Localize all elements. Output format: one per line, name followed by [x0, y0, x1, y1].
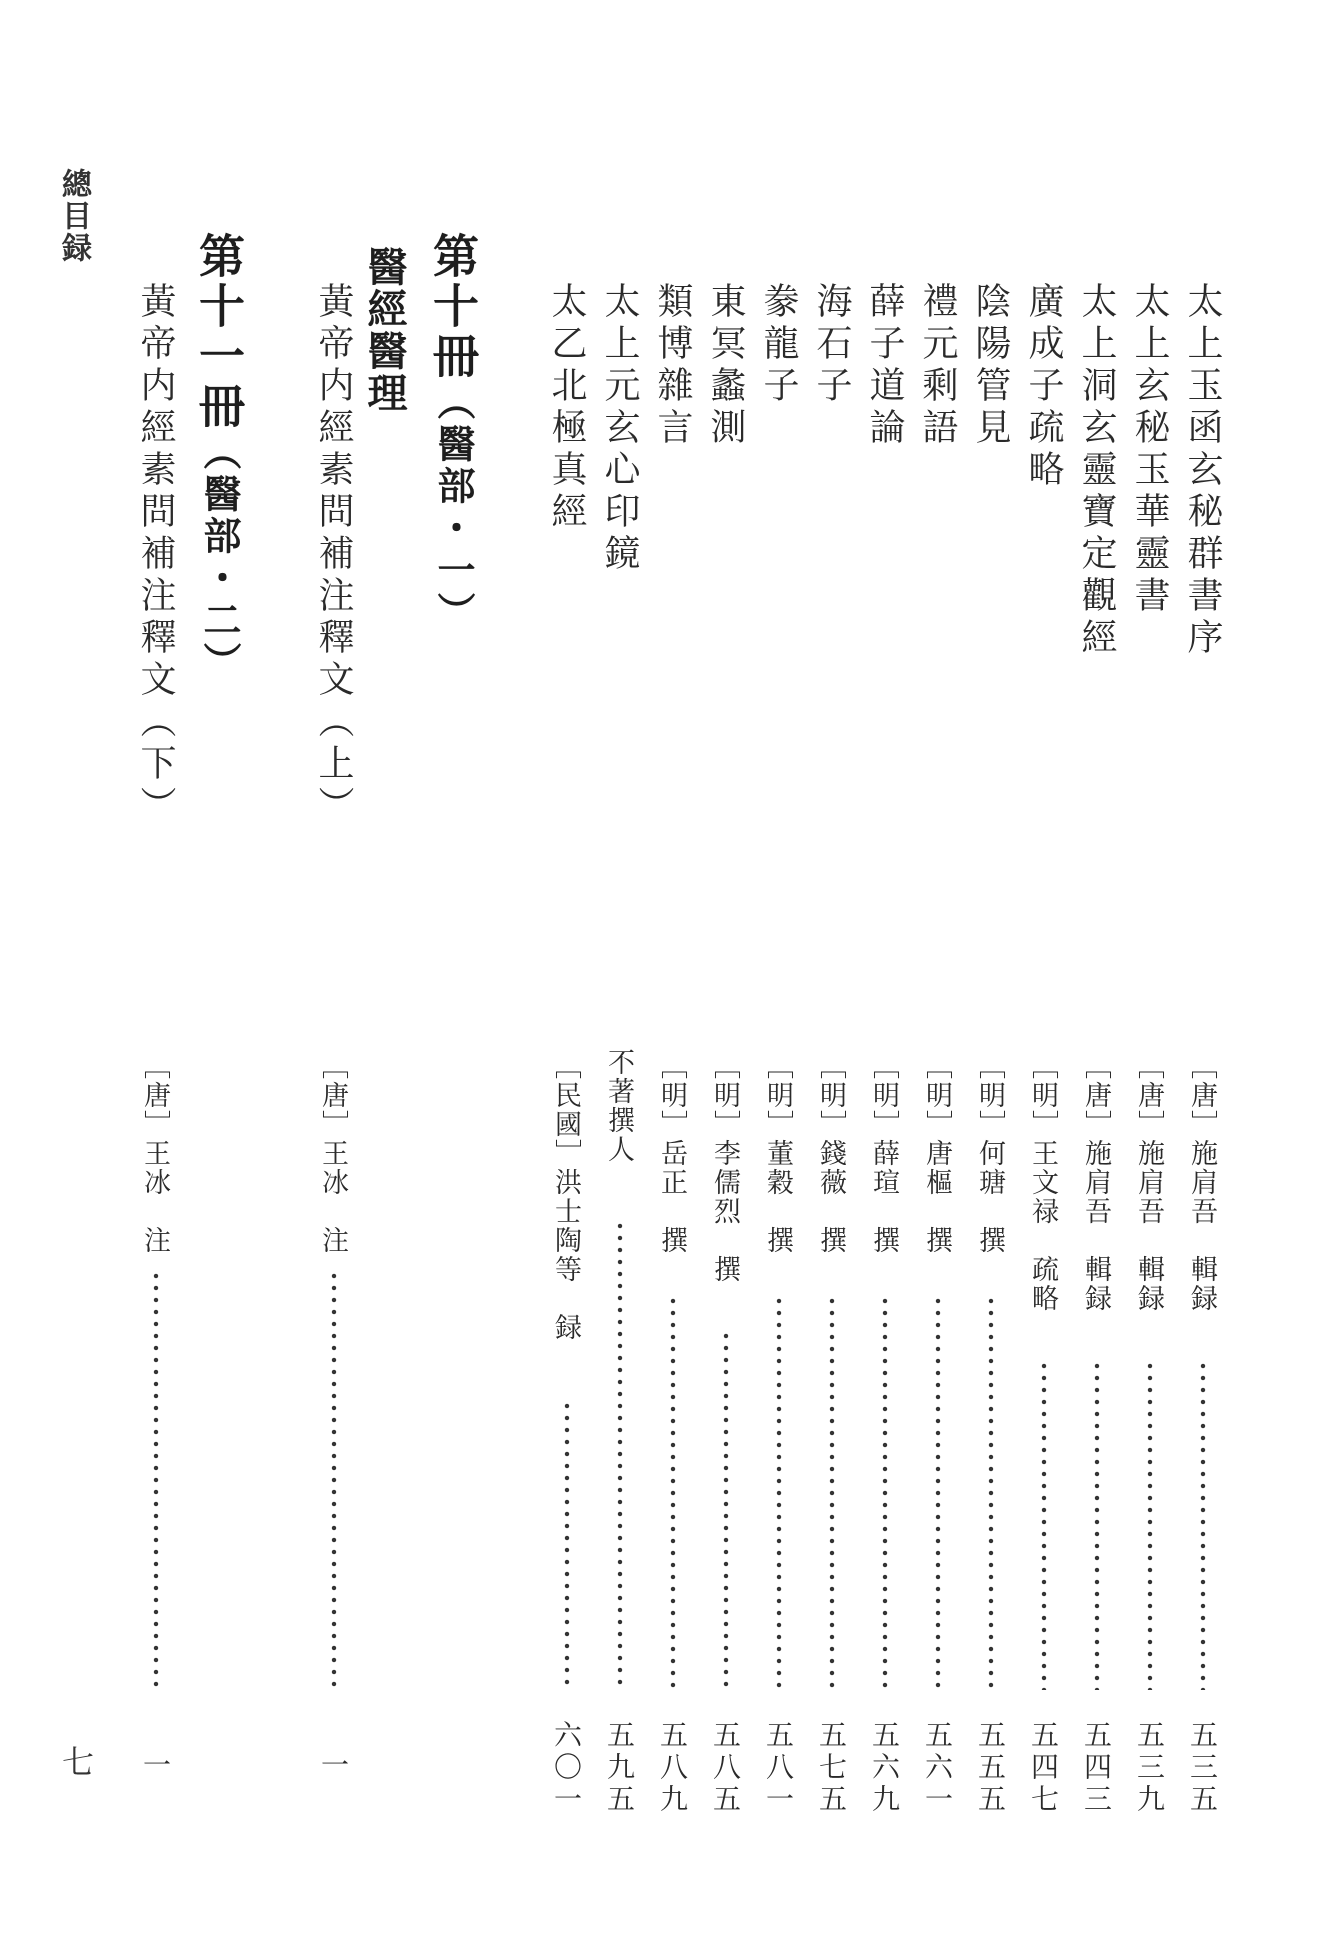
toc-entry-title[interactable]: 廣成子疏略	[1023, 282, 1064, 492]
toc-entry-author: ［明］唐樞 撰	[921, 1052, 952, 1255]
toc-entry-author: ［唐］王冰 注	[317, 1052, 348, 1255]
toc-entry-title[interactable]: 太乙北極真經	[546, 282, 587, 534]
dot-leader	[829, 1295, 835, 1690]
toc-entry-author: ［唐］王冰 注	[139, 1052, 170, 1255]
dot-leader	[935, 1295, 941, 1690]
toc-entry-page[interactable]: 六〇一	[550, 1720, 583, 1816]
toc-entry-title[interactable]: 東冥蠡測	[705, 282, 746, 450]
dot-leader	[670, 1295, 676, 1690]
toc-entry-author: ［明］錢薇 撰	[815, 1052, 846, 1255]
volume-heading-text: 第十一冊	[192, 232, 246, 432]
toc-entry-title[interactable]: 海石子	[811, 282, 852, 408]
volume-heading	[192, 232, 246, 684]
toc-entry-author: 不著撰人	[603, 1048, 634, 1164]
toc-entry-page[interactable]: 五七五	[815, 1720, 848, 1816]
toc-entry-title[interactable]: 陰陽管見	[970, 282, 1011, 450]
dot-leader	[723, 1330, 729, 1690]
toc-entry-page[interactable]: 五六一	[921, 1720, 954, 1816]
toc-entry-title[interactable]: 太上玄秘玉華靈書	[1129, 282, 1170, 618]
toc-entry-author: ［明］董穀 撰	[762, 1052, 793, 1255]
toc-entry-author: ［唐］施肩吾 輯録	[1133, 1052, 1164, 1313]
toc-entry-page[interactable]: 五八一	[762, 1720, 795, 1816]
toc-entry-page[interactable]: 一	[139, 1750, 172, 1782]
toc-entry-title[interactable]: 黃帝内經素問補注釋文（上）	[313, 282, 354, 828]
section-heading: 醫經醫理	[361, 246, 407, 414]
running-head: 總目録	[56, 168, 91, 264]
toc-entry-author: ［明］李儒烈 撰	[709, 1052, 740, 1284]
dot-leader	[1200, 1360, 1206, 1690]
toc-entry-author: ［唐］施肩吾 輯録	[1080, 1052, 1111, 1313]
dot-leader	[153, 1270, 159, 1690]
toc-entry-author: ［民國］洪士陶等 録	[550, 1052, 581, 1342]
toc-entry-title[interactable]: 類博雜言	[652, 282, 693, 450]
toc-entry-page[interactable]: 五九五	[603, 1720, 636, 1816]
toc-entry-page[interactable]: 五四三	[1080, 1720, 1113, 1816]
toc-entry-author: ［明］王文禄 疏略	[1027, 1052, 1058, 1313]
toc-entry-author: ［明］薛瑄 撰	[868, 1052, 899, 1255]
toc-entry-title[interactable]: 太上元玄心印鏡	[599, 282, 640, 576]
dot-leader	[776, 1295, 782, 1690]
toc-entry-page[interactable]: 五三九	[1133, 1720, 1166, 1816]
toc-entry-author: ［唐］施肩吾 輯録	[1186, 1052, 1217, 1313]
toc-entry-title[interactable]: 薛子道論	[864, 282, 905, 450]
toc-entry-page[interactable]: 五八五	[709, 1720, 742, 1816]
volume-heading-subtitle: （醫部・二）	[197, 432, 241, 684]
toc-entry-page[interactable]: 五八九	[656, 1720, 689, 1816]
toc-entry-page[interactable]: 五三五	[1186, 1720, 1219, 1816]
dot-leader	[617, 1220, 623, 1690]
toc-entry-title[interactable]: 太上洞玄靈寶定觀經	[1076, 282, 1117, 660]
dot-leader	[988, 1295, 994, 1690]
dot-leader	[1147, 1360, 1153, 1690]
dot-leader	[1041, 1360, 1047, 1690]
toc-entry-title[interactable]: 太上玉函玄秘群書序	[1182, 282, 1223, 660]
volume-heading-text: 第十冊	[426, 232, 480, 382]
toc-entry-page[interactable]: 五四七	[1027, 1720, 1060, 1816]
toc-entry-title[interactable]: 黃帝内經素問補注釋文（下）	[135, 282, 176, 828]
volume-heading-subtitle: （醫部・一）	[431, 382, 475, 634]
dot-leader	[882, 1295, 888, 1690]
toc-entry-page[interactable]: 五六九	[868, 1720, 901, 1816]
toc-entry-author: ［明］何瑭 撰	[974, 1052, 1005, 1255]
toc-entry-title[interactable]: 豢龍子	[758, 282, 799, 408]
toc-entry-title[interactable]: 禮元剩語	[917, 282, 958, 450]
toc-entry-page[interactable]: 五五五	[974, 1720, 1007, 1816]
page-folio: 七	[57, 1745, 95, 1777]
dot-leader	[331, 1270, 337, 1690]
dot-leader	[564, 1400, 570, 1690]
toc-entry-page[interactable]: 一	[317, 1750, 350, 1782]
toc-entry-author: ［明］岳正 撰	[656, 1052, 687, 1255]
dot-leader	[1094, 1360, 1100, 1690]
volume-heading	[426, 232, 480, 634]
